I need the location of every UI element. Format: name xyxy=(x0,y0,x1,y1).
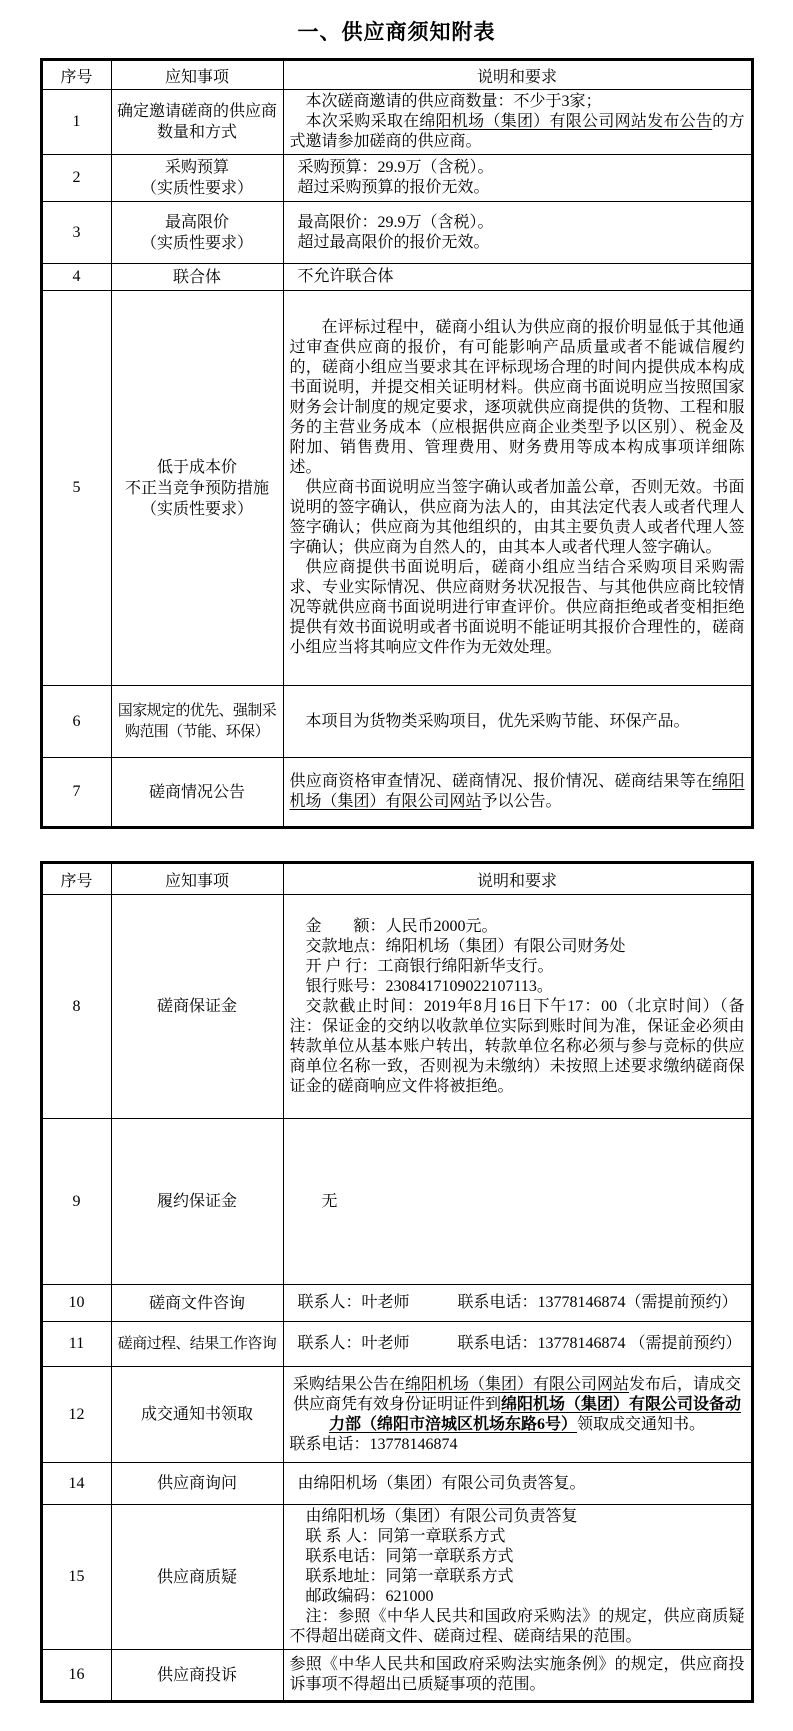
row-number-cell: 1 xyxy=(41,90,111,155)
row-number-cell: 11 xyxy=(41,1322,111,1367)
column-header-no: 序号 xyxy=(41,60,111,90)
item-cell: 供应商投诉 xyxy=(111,1650,283,1702)
paragraph xyxy=(290,318,745,478)
table-row xyxy=(41,895,752,1119)
column-header-item: 应知事项 xyxy=(111,60,283,90)
text-run: 无 xyxy=(321,1192,338,1210)
text-run: 发布后，请成交供应商凭有效身份证明证件到 xyxy=(292,1375,742,1413)
item-cell: 成交通知书领取 xyxy=(111,1367,283,1463)
text-run: 联系人：叶老师 联系电话：13778146874 （需提前预约） xyxy=(297,1335,742,1352)
text-run: 采购预算：29.9万（含税）。 xyxy=(297,159,494,176)
text-run: 联系电话：13778146874 xyxy=(289,1435,458,1453)
desc-cell xyxy=(283,202,752,264)
table-row xyxy=(41,264,752,291)
desc-cell xyxy=(283,1285,752,1322)
paragraph xyxy=(290,977,745,997)
item-cell: 国家规定的优先、强制采购范围（节能、环保） xyxy=(111,686,283,758)
header-row xyxy=(41,60,752,90)
column-header-no: 序号 xyxy=(41,863,111,895)
paragraph xyxy=(290,92,745,112)
text-run: 供应商资格审查情况、磋商情况、报价情况、磋商结果等在 xyxy=(289,773,713,790)
text-run: 交款截止时间：2019年8月16日下午17：00（北京时间）（备注：保证金的交纳以收款单位实际到账时间为准，保证金必须由转款单位从基本账户转出，转款单位名称必须与参与竞标的供应商单位名称一致，否则视为未缴纳）未按照上述要求缴纳磋商保证金的磋商响应文件将被拒绝。 xyxy=(289,997,745,1095)
item-cell: 磋商文件咨询 xyxy=(111,1285,283,1322)
paragraph xyxy=(290,997,745,1097)
item-cell: 供应商质疑 xyxy=(111,1505,283,1650)
text-run: 采购结果公告在 xyxy=(292,1375,405,1393)
table-row xyxy=(41,686,752,758)
desc-cell xyxy=(283,686,752,758)
paragraph xyxy=(290,1334,745,1354)
paragraph xyxy=(290,1587,745,1607)
table-row xyxy=(41,1322,752,1367)
supplier-notice-table-1 xyxy=(40,58,754,829)
text-run: 予以公告。 xyxy=(481,793,562,810)
text-run: 银行账号：2308417109022107113。 xyxy=(305,977,553,995)
row-number-cell: 12 xyxy=(41,1367,111,1463)
text-run: 绵阳机场（集团）有限公司网站 xyxy=(404,1375,629,1393)
table-row xyxy=(41,1119,752,1285)
text-run: 最高限价：29.9万（含税）。 xyxy=(297,213,494,231)
column-header-item: 应知事项 xyxy=(111,863,283,895)
desc-cell xyxy=(283,264,752,291)
item-cell: 磋商过程、结果工作咨询 xyxy=(111,1322,283,1367)
text-run: 交款地点：绵阳机场（集团）有限公司财务处 xyxy=(305,937,626,955)
row-number-cell: 6 xyxy=(41,686,111,758)
text-run: 供应商书面说明应当签字确认或者加盖公章，否则无效。书面说明的签字确认，供应商为法人的，由其法定代表人或者代理人签字确认；供应商为其他组织的，由其主要负责人或者代理人签字确认；供应商为自然人的，由其本人或者代理人签字确认。 xyxy=(289,479,745,556)
paragraph xyxy=(290,112,745,152)
text-run: 超过最高限价的报价无效。 xyxy=(297,233,490,251)
paragraph xyxy=(290,957,745,977)
column-header-desc: 说明和要求 xyxy=(283,60,752,90)
table-row xyxy=(41,1367,752,1463)
text-run: 本次磋商邀请的供应商数量：不少于3家； xyxy=(305,93,602,110)
row-number-cell: 16 xyxy=(41,1650,111,1702)
desc-cell xyxy=(283,1322,752,1367)
text-run: 领取成交通知书。 xyxy=(577,1415,706,1433)
paragraph xyxy=(290,1192,745,1212)
paragraph xyxy=(290,213,745,233)
desc-cell xyxy=(283,291,752,686)
desc-cell xyxy=(283,1119,752,1285)
row-number-cell: 10 xyxy=(41,1285,111,1322)
table-row xyxy=(41,291,752,686)
text-run: 由绵阳机场（集团）有限公司负责答复。 xyxy=(297,1474,586,1492)
text-run: 金 额：人民币2000元。 xyxy=(305,917,498,935)
paragraph xyxy=(290,158,745,178)
item-cell: 低于成本价 不正当竞争预防措施 （实质性要求） xyxy=(111,291,283,686)
table-row xyxy=(41,1285,752,1322)
item-cell: 磋商保证金 xyxy=(111,895,283,1119)
item-cell: 履约保证金 xyxy=(111,1119,283,1285)
table-row xyxy=(41,1505,752,1650)
paragraph xyxy=(290,772,745,812)
text-run: 注：参照《中华人民共和国政府采购法》的规定，供应商质疑不得超出磋商文件、磋商过程、磋商结果的范围。 xyxy=(289,1608,745,1645)
row-number-cell: 7 xyxy=(41,758,111,828)
table-row xyxy=(41,155,752,202)
row-number-cell: 2 xyxy=(41,155,111,202)
paragraph xyxy=(290,917,745,937)
table-row xyxy=(41,202,752,264)
desc-cell xyxy=(283,1463,752,1505)
desc-cell xyxy=(283,1505,752,1650)
paragraph xyxy=(290,178,745,198)
paragraph xyxy=(290,1507,745,1527)
supplier-notice-table-2 xyxy=(40,861,754,1703)
paragraph xyxy=(290,1293,745,1313)
row-number-cell: 5 xyxy=(41,291,111,686)
row-number-cell: 9 xyxy=(41,1119,111,1285)
text-run: 由绵阳机场（集团）有限公司负责答复 xyxy=(305,1508,578,1525)
desc-cell xyxy=(283,1650,752,1702)
paragraph xyxy=(290,1375,745,1435)
desc-cell xyxy=(283,758,752,828)
paragraph xyxy=(290,1547,745,1567)
paragraph xyxy=(290,1474,745,1494)
row-number-cell: 3 xyxy=(41,202,111,264)
paragraph xyxy=(290,1527,745,1547)
row-number-cell: 8 xyxy=(41,895,111,1119)
row-number-cell: 4 xyxy=(41,264,111,291)
text-run: 超过采购预算的报价无效。 xyxy=(297,179,490,196)
desc-cell xyxy=(283,895,752,1119)
paragraph xyxy=(290,558,745,658)
table-row xyxy=(41,1463,752,1505)
text-run: 联系人：叶老师 联系电话：13778146874（需提前预约） xyxy=(297,1294,738,1311)
desc-cell xyxy=(283,1367,752,1463)
text-run: 开 户 行：工商银行绵阳新华支行。 xyxy=(305,957,554,975)
text-run: 供应商提供书面说明后，磋商小组应当结合采购项目采购需求、专业实际情况、供应商财务状况报告、与其他供应商比较情况等就供应商书面说明进行审查评价。供应商拒绝或者变相拒绝提供有效书面说明或者书面说明不能证明其报价合理性的，磋商小组应当将其响应文件作为无效处理。 xyxy=(289,559,745,656)
paragraph xyxy=(290,233,745,253)
paragraph xyxy=(290,1435,745,1455)
paragraph xyxy=(290,267,745,287)
paragraph xyxy=(290,1567,745,1587)
text-run: 绵阳机场（集团）有限公司网站 xyxy=(289,773,745,810)
table-row xyxy=(41,90,752,155)
desc-cell xyxy=(283,90,752,155)
text-run: 联系地址：同第一章联系方式 xyxy=(305,1568,514,1585)
paragraph xyxy=(290,712,745,732)
item-cell: 最高限价 （实质性要求） xyxy=(111,202,283,264)
header-row xyxy=(41,863,752,895)
desc-cell xyxy=(283,155,752,202)
item-cell: 确定邀请磋商的供应商数量和方式 xyxy=(111,90,283,155)
paragraph xyxy=(290,1655,745,1695)
table-row xyxy=(41,1650,752,1702)
item-cell: 联合体 xyxy=(111,264,283,291)
column-header-desc: 说明和要求 xyxy=(283,863,752,895)
text-run: 联 系 人：同第一章联系方式 xyxy=(305,1528,506,1545)
page-title: 一、供应商须知附表 xyxy=(297,20,496,44)
text-run: 本项目为货物类采购项目，优先采购节能、环保产品。 xyxy=(305,712,690,730)
text-run: 本次采购采取在 xyxy=(305,113,420,130)
text-run: 参照《中华人民共和国政府采购法实施条例》的规定，供应商投诉事项不得超出已质疑事项的范围。 xyxy=(289,1656,745,1693)
item-cell: 采购预算 （实质性要求） xyxy=(111,155,283,202)
text-run: 邮政编码：621000 xyxy=(305,1588,434,1605)
paragraph xyxy=(290,478,745,558)
text-run: 联系电话：同第一章联系方式 xyxy=(305,1548,514,1565)
row-number-cell: 15 xyxy=(41,1505,111,1650)
item-cell: 供应商询问 xyxy=(111,1463,283,1505)
paragraph xyxy=(290,1607,745,1647)
text-run: 绵阳机场（集团）有限公司设备动力部（绵阳市涪城区机场东路6号） xyxy=(328,1395,742,1433)
item-cell: 磋商情况公告 xyxy=(111,758,283,828)
table-row xyxy=(41,758,752,828)
paragraph xyxy=(290,937,745,957)
row-number-cell: 14 xyxy=(41,1463,111,1505)
text-run: 不允许联合体 xyxy=(297,268,394,285)
text-run: 绵阳机场（集团）有限公司网站发布公告 xyxy=(419,113,713,130)
text-run: 在评标过程中，磋商小组认为供应商的报价明显低于其他通过审查供应商的报价，有可能影响产品质量或者不能诚信履约的，磋商小组应当要求其在评标现场合理的时间内提供成本构成书面说明，并提交相关证明材料。供应商书面说明应当按照国家财务会计制度的规定要求，逐项就供应商提供的货物、工程和服务的主营业务成本（应根据供应商企业类型予以区别）、税金及附加、销售费用、管理费用、财务费用等成本构成事项详细陈述。 xyxy=(289,319,745,476)
text-run: 的方式邀请参加磋商的供应商。 xyxy=(289,113,745,150)
